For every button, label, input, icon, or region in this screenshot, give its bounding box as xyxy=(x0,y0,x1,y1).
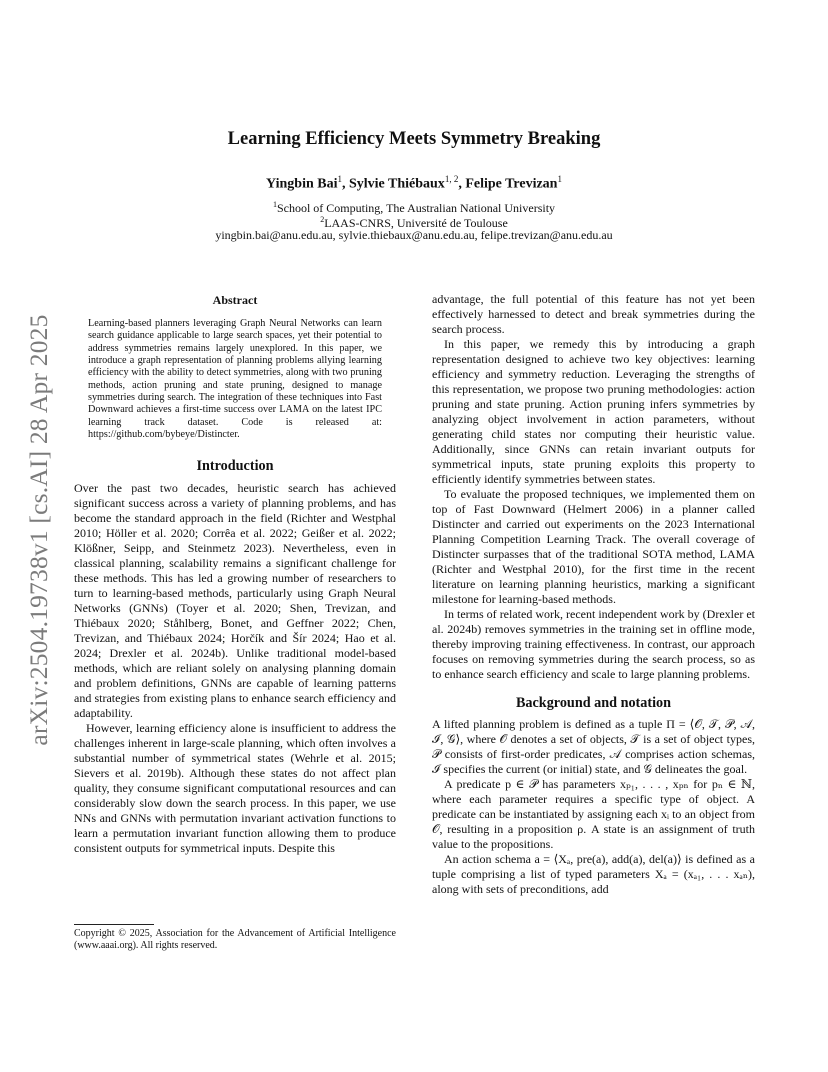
introduction-paragraph: To evaluate the proposed techniques, we implemented them on top of Fast Downward (Helmert 2006) in a planner called Distincter and carried out experiments on the 2023 International Planning Competition Learning Track. The overall coverage of Distincter surpasses that of the traditional SOTA method, LAMA (Richter and Westphal 2010), for the first time in the recent literature on learning planning heuristics, marking a significant milestone for learning-based methods. xyxy=(432,487,755,606)
background-paragraph: A lifted planning problem is defined as a tuple Π = ⟨𝒪, 𝒯, 𝒫, 𝒜, ℐ, 𝒢⟩, where 𝒪 denotes a set of objects, 𝒯 is a set of object types, 𝒫 consists of first-order predicates, 𝒜 comprises action schemas, ℐ specifies the current (or initial) state, and 𝒢 delineates the goal. xyxy=(432,717,755,776)
background-paragraph: An action schema a = ⟨Xₐ, pre(a), add(a), del(a)⟩ is defined as a tuple comprising a list of typed parameters Xₐ = (xₐ₁, . . . xₐₙ), along with sets of preconditions, add xyxy=(432,852,755,896)
affiliation-mark: 2 xyxy=(320,215,325,224)
footnote-divider xyxy=(74,924,154,925)
arxiv-identifier-text: arXiv:2504.19738v1 [cs.AI] 28 Apr 2025 xyxy=(24,314,53,746)
introduction-paragraph: Over the past two decades, heuristic search has achieved significant success across a variety of planning problems, and has become the standard approach in the field (Richter and Westphal 2010; Höller et al. 2020; Corrêa et al. 2022; Geißer et al. 2022; Klößner, Seipp, and Steinmetz 2023). Nevertheless, even in classical planning, scalability remains a significant challenge for these methods. This has led a growing number of researchers to turn to learning-based methods, particularly using Graph Neural Networks (GNNs) (Toyer et al. 2020; Shen, Trevizan, and Thiébaux 2020; Ståhlberg, Bonet, and Geffner 2022; Chen, Trevizan, and Thiébaux 2024; Horčík and Šír 2024; Hao et al. 2024; Drexler et al. 2024b). Unlike traditional model-based methods, which are reliant solely on analysing planning domain and problem definitions, GNNs are capable of learning patterns and strategies from existing plans to enhance search efficiency and adaptability. xyxy=(74,481,396,721)
author-affiliation-mark: 1, 2 xyxy=(444,174,459,184)
author-emails: yingbin.bai@anu.edu.au, sylvie.thiebaux@anu.edu.au, felipe.trevizan@anu.edu.au xyxy=(215,228,613,242)
affiliation-mark: 1 xyxy=(272,200,277,209)
introduction-paragraph: advantage, the full potential of this feature has not yet been effectively harnessed to detect and break symmetries during the search process. xyxy=(432,292,755,336)
left-column xyxy=(74,292,396,856)
author-name: Felipe Trevizan xyxy=(465,176,558,192)
author-affiliation-mark: 1 xyxy=(557,174,562,184)
introduction-paragraph: In this paper, we remedy this by introducing a graph representation designed to achieve two key objectives: learning efficiency and symmetry reduction. Leveraging the strengths of this representation, we propose two pruning methodologies: action pruning and state pruning. Action pruning infers symmetries by analyzing object involvement in action parameters, without generating child states nor computing their heuristic value. Additionally, since GNNs can retain invariant outputs for symmetrical inputs, state pruning exploits this property to efficiently identify symmetries between states. xyxy=(432,337,755,486)
introduction-paragraph: In terms of related work, recent independent work by (Drexler et al. 2024b) removes symmetries in the training set in offline mode, thereby improving training effectiveness. In contrast, our approach focuses on removing symmetries during the search process, so as to enhance search efficiency and scale to large planning problems. xyxy=(432,607,755,681)
author-name: Yingbin Bai xyxy=(266,176,338,192)
right-column xyxy=(432,292,755,897)
introduction-paragraph: However, learning efficiency alone is insufficient to address the challenges inherent in large-scale planning, which often involves a substantial number of symmetrical states (Wehrle et al. 2015; Sievers et al. 2019b). Although these states do not affect plan quality, they consume significant computational resources and can considerably slow down the search process. In this paper, we use NNs and GNNs with permutation invariant activation functions to learn a permutation invariant function allowing them to produce consistent outputs for symmetrical inputs. Despite this xyxy=(74,721,396,856)
abstract-text: Learning-based planners leveraging Graph Neural Networks can learn search guidance applicable to large search spaces, yet their potential to address symmetries remains largely unexplored. In this paper, we introduce a graph representation of planning problems allying learning efficiency with the ability to detect symmetries, along with two pruning methods, action pruning and state pruning, designed to manage symmetries during search. The integration of these techniques into Fast Downward achieves a first-time success over LAMA on the latest IPC learning track dataset. Code is released at: https://github.com/bybeye/Distincter. xyxy=(88,318,382,441)
author-affiliation-mark: 1 xyxy=(337,174,342,184)
author-name: Sylvie Thiébaux xyxy=(348,176,445,192)
paper-title: Learning Efficiency Meets Symmetry Breaking xyxy=(227,129,601,149)
abstract-heading: Abstract xyxy=(212,293,258,307)
affiliation-text: LAAS-CNRS, Université de Toulouse xyxy=(324,216,508,230)
author-list: Yingbin Bai$^1$, Sylvie Thiébaux$^{1, 2}$, Felipe Trevizan$^1$ xyxy=(266,174,562,192)
background-paragraph: A predicate p ∈ 𝒫 has parameters xₚ₁, . . . , xₚₙ for pₙ ∈ ℕ, where each parameter requires a specific type of object. A predicate can be instantiated by assigning each xᵢ to an object from 𝒪, resulting in a proposition ρ. A state is an assignment of truth value to the propositions. xyxy=(432,777,755,851)
copyright-footnote: Copyright © 2025, Association for the Advancement of Artificial Intelligence (www.aaai.org). All rights reserved. xyxy=(74,928,396,951)
introduction-heading: Introduction xyxy=(196,458,274,475)
affiliation-text: School of Computing, The Australian National University xyxy=(276,201,556,215)
background-heading: Background and notation xyxy=(515,695,672,711)
arxiv-identifier xyxy=(19,295,59,765)
